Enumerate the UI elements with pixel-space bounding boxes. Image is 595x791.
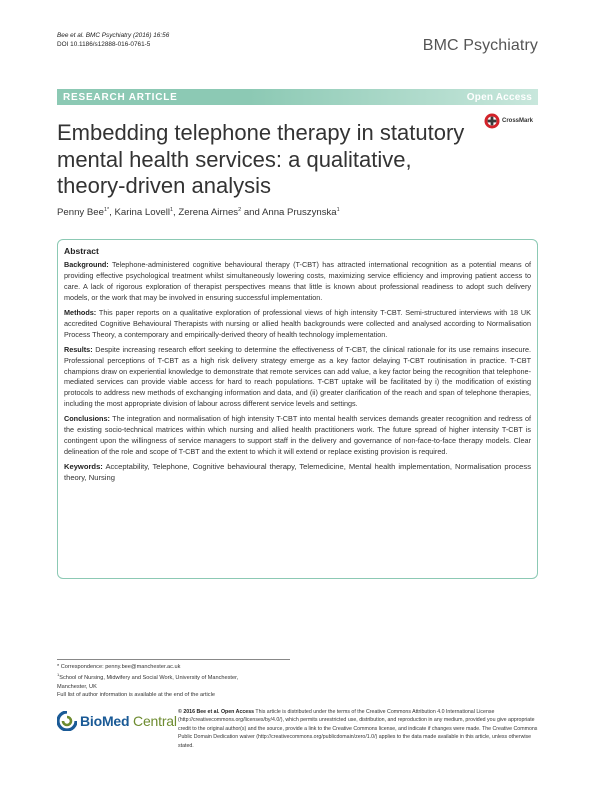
license-statement <box>178 708 540 750</box>
keywords-text: Acceptability, Telephone, Cognitive behavioural therapy, Telemedicine, Mental health implementation, Normalisation process theory, Nursing <box>64 462 531 483</box>
article-type-label: RESEARCH ARTICLE <box>63 91 178 103</box>
citation-doi: DOI 10.1186/s12888-016-0761-5 <box>57 40 151 48</box>
license-copyright: © 2016 Bee et al. Open Access <box>178 709 255 715</box>
author-name: Karina Lovell <box>114 207 170 219</box>
crossmark-label: CrossMark <box>502 118 534 124</box>
logo-part-biomed: BioMed <box>80 713 130 729</box>
abstract-heading: Abstract <box>64 246 99 256</box>
abstract-conclusions <box>64 414 531 458</box>
journal-name: BMC Psychiatry <box>422 37 538 54</box>
author-info-note: Full list of author information is available at the end of the article <box>57 692 215 699</box>
conclusions-text: The integration and normalisation of high intensity T-CBT into mental health services demands greater recognition and redress of the existing socio-technical matrices within which nursing and allied health practitioners work. The future spread of higher intensity T-CBT is contingent upon the willingness of service managers to support staff in the delivery and governance of non-face-to-face therapy models. Clear delineation of the role and scope of T-CBT and the extent to which it will extend or replace existing provision is required. <box>64 414 531 457</box>
license-text: This article is distributed under the terms of the Creative Commons Attribution 4.0 International License (http://creativecommons.org/licenses/by/4.0/), which permits unrestricted use, distribution, and reproduction in any medium, provided you give appropriate credit to the original author(s) and the source, provide a link to the Creative Commons license, and indicate if changes were made. The Creative Commons Public Domain Dedication waiver (http://creativecommons.org/publicdomain/zero/1.0/) applies to the data made available in this article, unless otherwise stated. <box>178 709 538 749</box>
citation <box>57 32 169 49</box>
logo-part-central: Central <box>129 713 177 729</box>
results-text: Despite increasing research effort seeking to determine the effectiveness of T-CBT, the clinical rationale for its use remains insecure. Professional perceptions of T-CBT as a high risk delivery strategy emerge as a key factor delaying T-CBT routinisation in practice. T-CBT champions draw on experiential knowledge to demonstrate that remote services can add value, a key factor being the recognition that telephone-mediated services can provide viable access for hard to reach populations. T-CBT uptake will be facilitated by i) the modification of existing protocols to address new methods of exchanging information and data, and (ii) greater clarification of the reach and span of telephone therapies, including the most appropriate division of labour across different service levels and settings. <box>64 344 532 409</box>
affiliation-line2: Manchester, UK <box>57 683 97 690</box>
author-affil: 1* <box>103 207 110 213</box>
biomed-central-icon <box>57 711 77 731</box>
author-list: Penny Bee$^{1*}$, Karina Lovell$^1$, Zerena Airnes$^2$ and Anna Pruszynska$^1$ <box>57 207 340 219</box>
author-name: Zerena Airnes <box>178 207 239 219</box>
citation-line1: Bee et al. BMC Psychiatry (2016) 16:56 <box>57 32 170 39</box>
author-affil: 2 <box>238 207 242 213</box>
affiliation-line1: School of Nursing, Midwifery and Social Work, University of Manchester, <box>59 675 239 682</box>
methods-text: This paper reports on a qualitative exploration of professional views of high intensity T-CBT. Semi-structured interviews with 18 UK accredited Cognitive Behavioural Therapists with nursing or allied health backgrounds were collected and analysed according to Normalisation Process Theory, a contemporary and empirically-derived theory of health technology implementation. <box>64 307 531 339</box>
author-name: Penny Bee <box>57 207 104 219</box>
keywords-label: Keywords: <box>64 462 103 472</box>
logo-wordmark <box>80 713 177 729</box>
biomed-central-logo[interactable] <box>57 711 177 731</box>
affiliation-sup: 1 <box>57 672 60 678</box>
abstract-keywords <box>64 462 531 484</box>
methods-label: Methods: <box>64 307 97 317</box>
footnotes <box>57 663 238 699</box>
author-affil: 1 <box>169 207 174 213</box>
correspondence-note[interactable]: * Correspondence: penny.bee@manchester.ac.uk <box>57 664 181 670</box>
article-title: Embedding telephone therapy in statutory mental health services: a qualitative, theory-driven analysis <box>57 120 465 198</box>
abstract-methods <box>64 308 531 341</box>
crossmark-badge[interactable] <box>484 113 533 129</box>
author-name: Anna Pruszynska <box>261 207 337 219</box>
affiliation-note <box>57 671 238 682</box>
background-text: Telephone-administered cognitive behavioural therapy (T-CBT) has attracted international recognition as a potential means of providing effective psychological treatment whilst simultaneously lowering costs, maximizing service efficiency and improving patient access to care. A lack of rigorous exploration of therapist perspectives means that little is known about professional readiness to adopt such delivery models, or the work that may be involved in ensuring successful implementation. <box>64 260 531 302</box>
abstract-box <box>57 239 538 579</box>
article-type-band <box>57 89 538 105</box>
results-label: Results: <box>64 344 93 354</box>
abstract-results <box>64 345 531 410</box>
conclusions-label: Conclusions: <box>64 414 110 424</box>
crossmark-icon <box>484 113 500 129</box>
abstract-background <box>64 260 531 304</box>
background-label: Background: <box>64 260 109 269</box>
footnote-divider <box>57 659 290 660</box>
author-affil: 1 <box>336 207 340 213</box>
open-access-label: Open Access <box>466 91 532 103</box>
